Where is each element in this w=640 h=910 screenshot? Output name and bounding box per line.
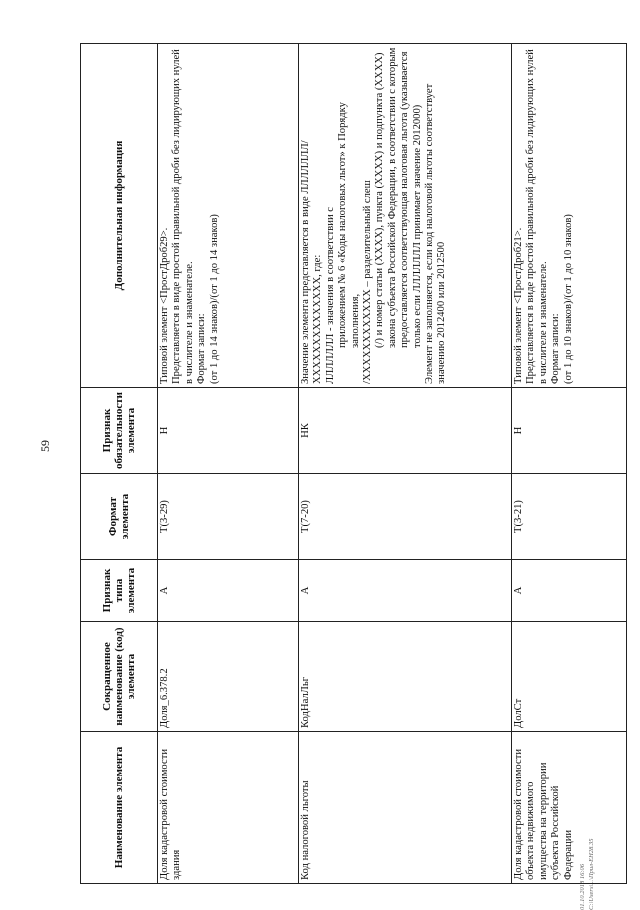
cell-required: Н — [158, 388, 299, 474]
table-row — [158, 44, 299, 884]
header-element-type: Признак типа элемента — [81, 560, 158, 622]
table-row — [299, 44, 512, 884]
cell-type: А — [512, 560, 627, 622]
info-text: Значение элемента представляется в виде ЛЛЛЛЛЛЛ/ХХХХХХХХХХХХХХ, где: ЛЛЛЛЛЛЛ - значения в соответствии с — [300, 140, 336, 384]
cell-info: Типовой элемент <ПростДроб29>. Представляется в виде простой правильной дроби без лидирующих нулей в числителе и знаменателе. Формат записи: (от 1 до 14 знаков)/(от 1 до 14 знаков) — [158, 44, 299, 388]
table-row — [512, 44, 627, 884]
cell-code: КодНалЛьг — [299, 622, 512, 732]
rotated-table — [80, 44, 622, 884]
table-container — [80, 44, 622, 884]
footer-line: С:\Users\...\Прил-ЕН28.35 — [588, 838, 595, 910]
footer-line: 01.10.2018 16:06 — [579, 863, 586, 910]
cell-info: Типовой элемент <ПростДроб21>. Представляется в виде простой правильной дроби без лидирующих нулей в числителе и знаменателе. Формат записи: (от 1 до 10 знаков)/(от 1 до 10 знаков) — [512, 44, 627, 388]
cell-code: ДолСт — [512, 622, 627, 732]
table-header-row — [81, 44, 158, 884]
header-element-format: Формат элемента — [81, 474, 158, 560]
header-additional-info: Дополнительная информация — [81, 44, 158, 388]
cell-name: Доля кадастровой стоимости объекта недвижимого имущества на территории субъекта Российской Федерации — [512, 732, 627, 884]
cell-name: Код налоговой льготы — [299, 732, 512, 884]
info-indented-text: (/) и номер статьи (ХХХХ), пункта (ХХХХ) и подпункта (ХХХХ) закона субъекта Российской Федерации, в соответствии с которым предоставляется соответствующая налоговая льгота (указывается только если ЛЛЛЛЛЛЛ принимает значение 2012000) — [374, 47, 423, 348]
header-element-required: Признак обязательности элемента — [81, 388, 158, 474]
cell-format: T(7-20) — [299, 474, 512, 560]
cell-required: Н — [512, 388, 627, 474]
info-note: Элемент не заполняется, если код налоговой льготы соответствует значению 2012400 или 2012500 — [424, 83, 448, 384]
cell-format: T(3-29) — [158, 474, 299, 560]
info-indented-text: приложением № 6 «Коды налоговых льгот» к Порядку заполнения, — [337, 102, 361, 348]
cell-name: Доля кадастровой стоимости здания — [158, 732, 299, 884]
header-element-code: Сокращенное наименование (код) элемента — [81, 622, 158, 732]
page-number: 59 — [38, 440, 52, 452]
cell-format: T(3-21) — [512, 474, 627, 560]
cell-required: НК — [299, 388, 512, 474]
cell-type: А — [299, 560, 512, 622]
info-text: /ХХХХХХХХХХХХ – разделительный слеш — [362, 180, 374, 384]
cell-info — [299, 44, 512, 388]
cell-code: Доля_6.378.2 — [158, 622, 299, 732]
cell-type: А — [158, 560, 299, 622]
header-element-name: Наименование элемента — [81, 732, 158, 884]
elements-table — [80, 43, 627, 884]
